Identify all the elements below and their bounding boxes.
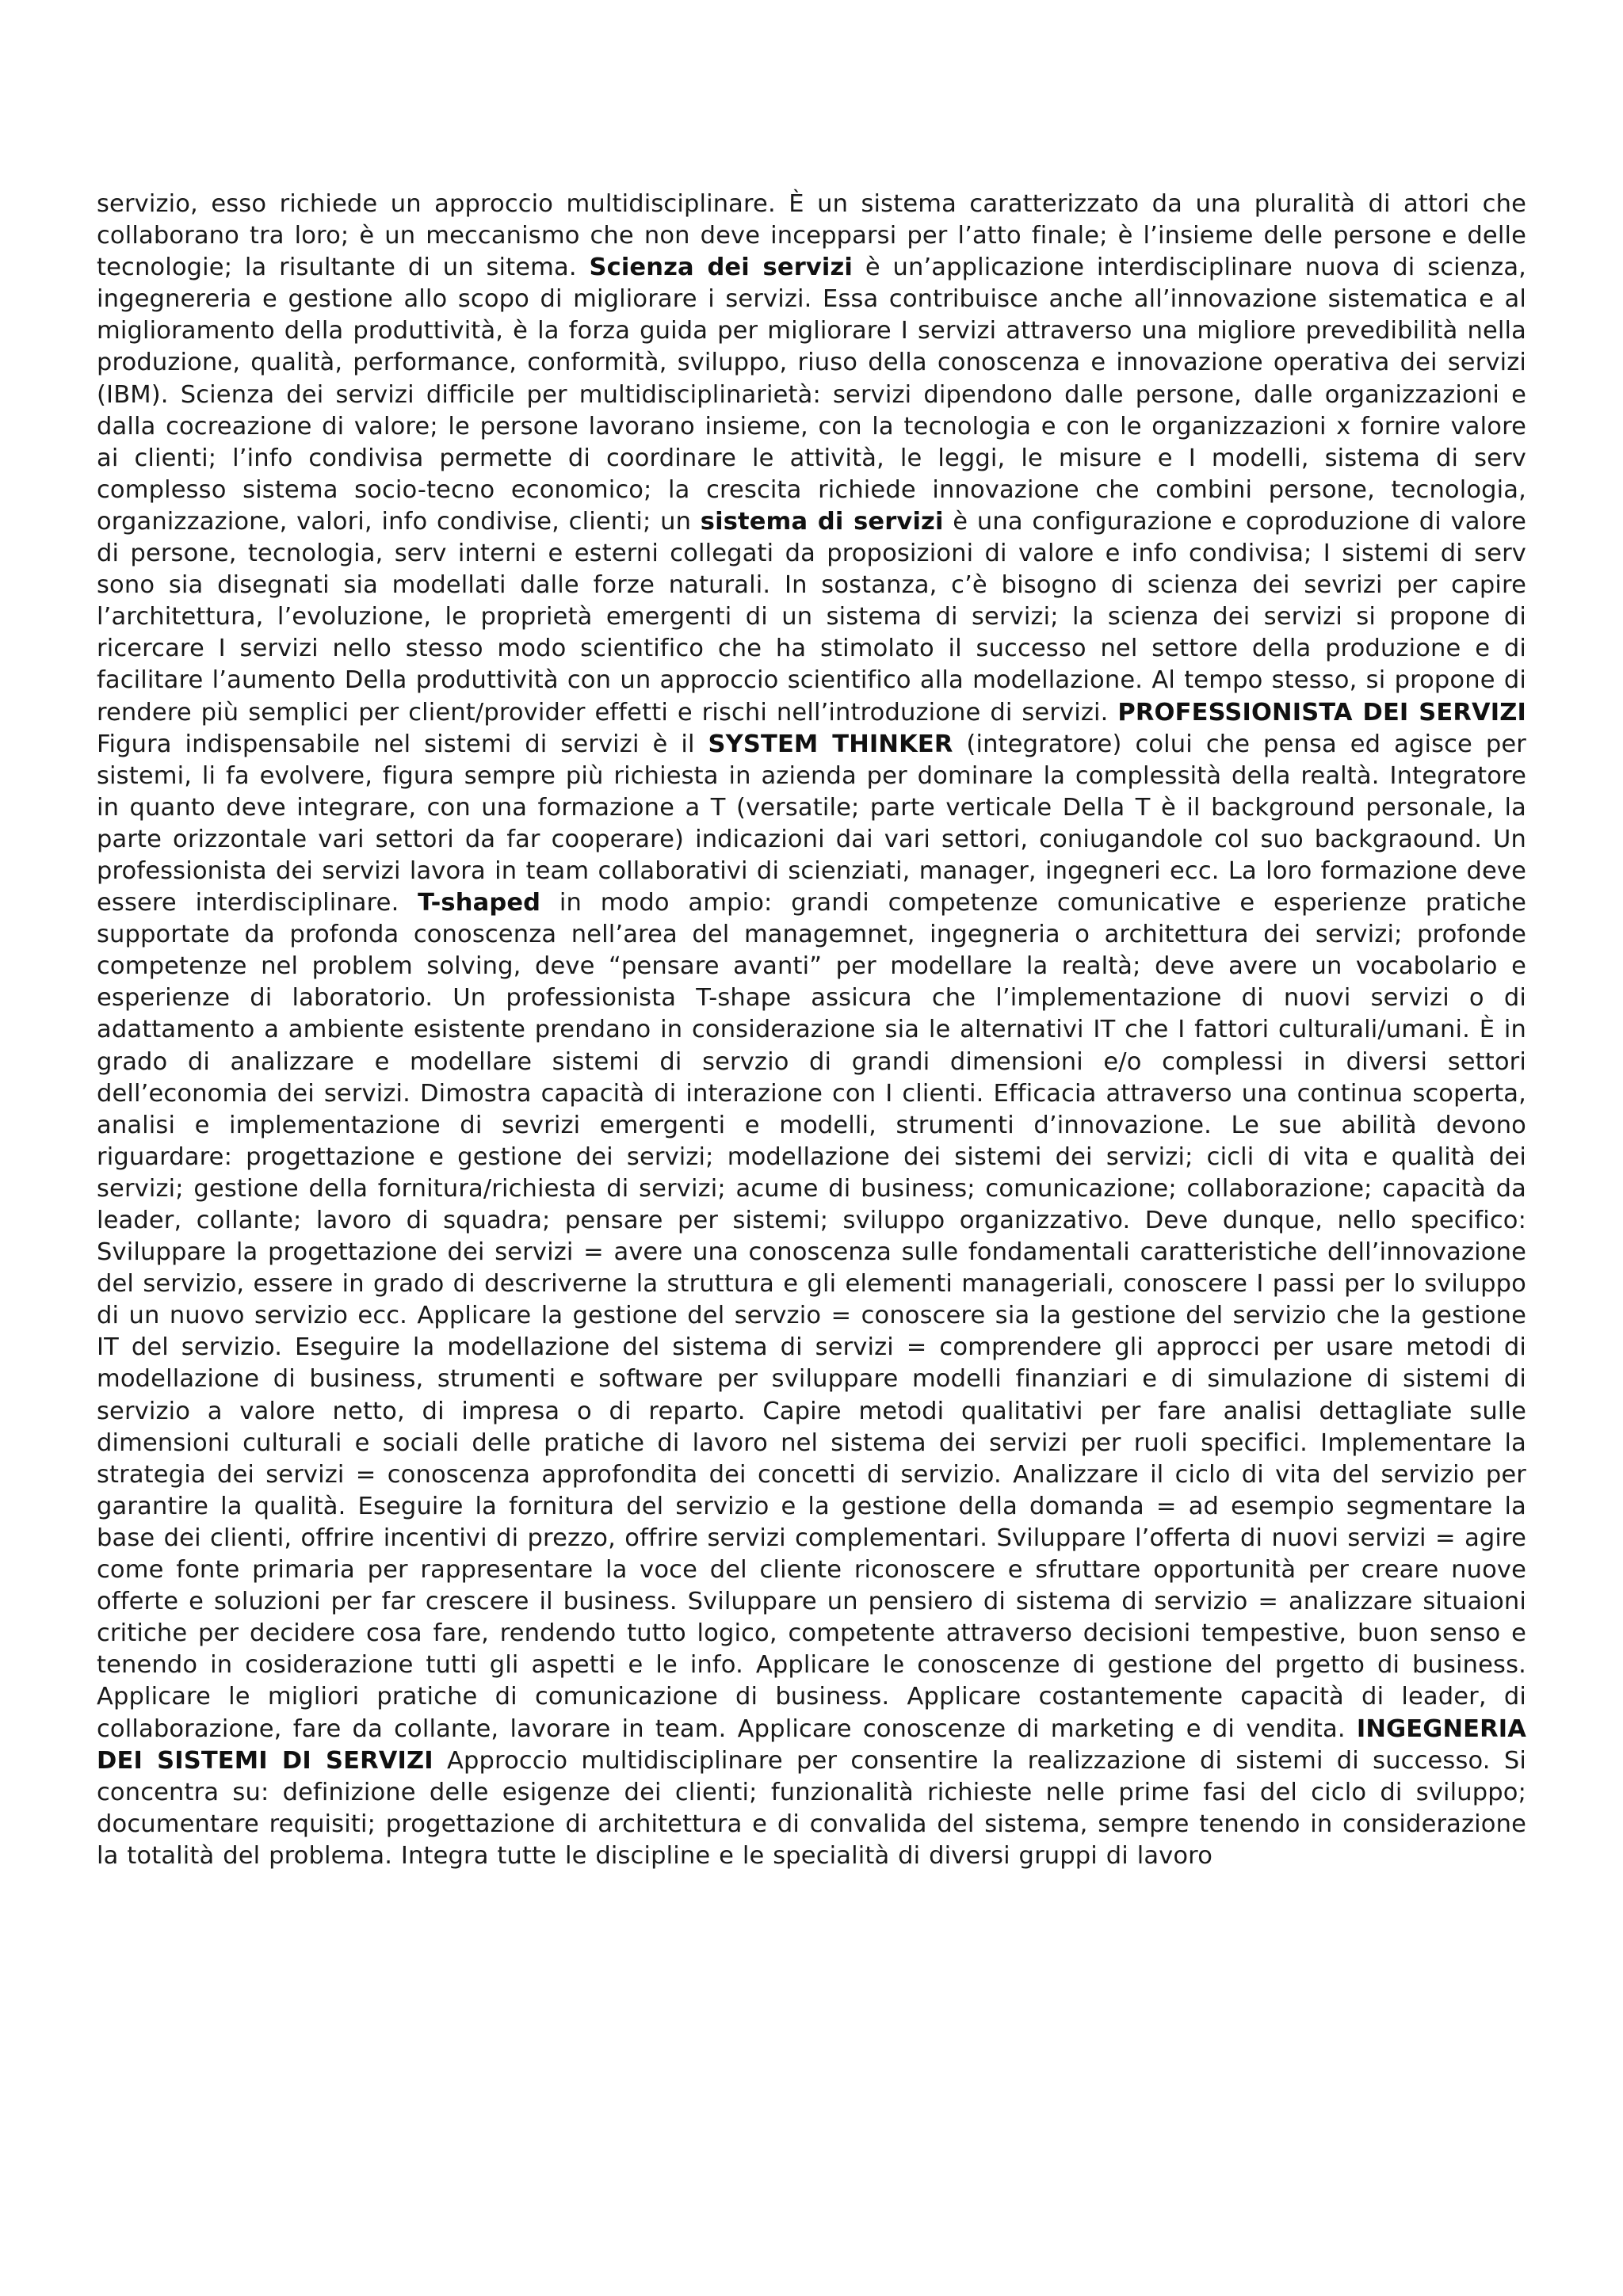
document-page xyxy=(97,189,1526,1872)
text-run: Figura indispensabile nel sistemi di servizi è il xyxy=(97,730,708,758)
text-run: in modo ampio: grandi competenze comunicative e esperienze pratiche supportate da profonda conoscenza nell’area del managemnet, ingegneria o architettura dei servizi; profonde competenze nel problem solving, deve “pensare avanti” per modellare la realtà; deve avere un vocabolario e esperienze di laboratorio. Un professionista T-shape assicura che l’implementazione di nuovi servizi o di adattamento a ambiente esistente prendano in considerazione sia le alternativi IT che I fattori culturali/umani. È in grado di analizzare e modellare sistemi di servzio di grandi dimensioni e/o complessi in diversi settori dell’economia dei servizi. Dimostra capacità di interazione con I clienti. Efficacia attraverso una continua scoperta, analisi e implementazione di sevrizi emergenti e modelli, strumenti d’innovazione. Le sue abilità devono riguardare: progettazione e gestione dei servizi; modellazione dei sistemi dei servizi; cicli di vita e qualità dei servizi; gestione della fornitura/richiesta di servizi; acume di business; comunicazione; collaborazione; capacità da leader, collante; lavoro di squadra; pensare per sistemi; sviluppo organizzativo. Deve dunque, nello specifico: Sviluppare la progettazione dei servizi = avere una conoscenza sulle fondamentali caratteristiche dell’innovazione del servizio, essere in grado di descriverne la struttura e gli elementi manageriali, conoscere I passi per lo sviluppo di un nuovo servizio ecc. Applicare la gestione del servzio = conoscere sia la gestione del servizio che la gestione IT del servizio. Eseguire la modellazione del sistema di servizi = comprendere gli approcci per usare metodi di modellazione di business, strumenti e software per sviluppare modelli finanziari e di simulazione di sistemi di servizio a valore netto, di impresa o di reparto. Capire metodi qualitativi per fare analisi dettagliate sulle dimensioni culturali e sociali delle pratiche di lavoro nel sistema dei servizi per ruoli specifici. Implementare la strategia dei servizi = conoscenza approfondita dei concetti di servizio. Analizzare il ciclo di vita del servizio per garantire la qualità. Eseguire la fornitura del servizio e la gestione della domanda = ad esempio segmentare la base dei clienti, offrire incentivi di prezzo, offrire servizi complementari. Sviluppare l’offerta di nuovi servizi = agire come fonte primaria per rappresentare la voce del cliente riconoscere e sfruttare opportunità per creare nuove offerte e soluzioni per far crescere il business. Sviluppare un pensiero di sistema di servizio = analizzare situaioni critiche per decidere cosa fare, rendendo tutto logico, competente attraverso decisioni tempestive, buon senso e tenendo in cosiderazione tutti gli aspetti e le info. Applicare le conoscenze di gestione del prgetto di business. Applicare le migliori pratiche di comunicazione di business. Applicare costantemente capacità di leader, di collaborazione, fare da collante, lavorare in team. Applicare conoscenze di marketing e di vendita. xyxy=(97,889,1526,1743)
text-run: è una configurazione e coproduzione di valore di persone, tecnologia, serv interni e esterni collegati da proposizioni di valore e info condivisa; I sistemi di serv sono sia disegnati sia modellati dalle forze naturali. In sostanza, c’è bisogno di scienza dei sevrizi per capire l’architettura, l’evoluzione, le proprietà emergenti di un sistema di servizi; la scienza dei servizi si propone di ricercare I servizi nello stesso modo scientifico che ha stimolato il successo nel settore della produzione e di facilitare l’aumento Della produttività con un approccio scientifico alla modellazione. Al tempo stesso, si propone di rendere più semplici per client/provider effetti e rischi nell’introduzione di servizi. xyxy=(97,507,1526,727)
bold-term-system-thinker: SYSTEM THINKER xyxy=(708,730,953,758)
section-heading-professionista-dei-servizi: PROFESSIONISTA DEI SERVIZI xyxy=(1117,698,1526,727)
text-run: Approccio multidisciplinare per consentire la realizzazione di sistemi di successo. Si concentra su: definizione delle esigenze dei clienti; funzionalità richieste nelle prime fasi del ciclo di sviluppo; documentare requisiti; progettazione di architettura e di convalida del sistema, sempre tenendo in considerazione la totalità del problema. Integra tutte le discipline e le specialità di diversi gruppi di lavoro xyxy=(97,1746,1526,1870)
bold-term-t-shaped: T-shaped xyxy=(418,889,541,917)
text-run: (integratore) colui che pensa ed agisce per sistemi, li fa evolvere, figura sempre più richiesta in azienda per dominare la complessità della realtà. Integratore in quanto deve integrare, con una formazione a T (versatile; parte verticale Della T è il background personale, la parte orizzontale vari settori da far cooperare) indicazioni dai vari settori, coniugandole col suo backgraound. Un professionista dei servizi lavora in team collaborativi di scienziati, manager, ingegneri ecc. La loro formazione deve essere interdisciplinare. xyxy=(97,730,1526,917)
bold-term-sistema-di-servizi: sistema di servizi xyxy=(700,507,944,536)
section-heading-ingegneria-dei-sistemi-di-servizi: INGEGNERIA DEI SISTEMI DI SERVIZI xyxy=(97,1714,1526,1775)
text-run: è un’applicazione interdisciplinare nuova di scienza, ingegnereria e gestione allo scopo di migliorare i servizi. Essa contribuisce anche all’innovazione sistematica e al miglioramento della produttività, è la forza guida per migliorare I servizi attraverso una migliore prevedibilità nella produzione, qualità, performance, conformità, sviluppo, riuso della conoscenza e innovazione operativa dei servizi (IBM). Scienza dei servizi difficile per multidisciplinarietà: servizi dipendono dalle persone, dalle organizzazioni e dalla cocreazione di valore; le persone lavorano insieme, con la tecnologia e con le organizzazioni x fornire valore ai clienti; l’info condivisa permette di coordinare le attività, le leggi, le misure e I modelli, sistema di serv complesso sistema socio-tecno economico; la crescita richiede innovazione che combini persone, tecnologia, organizzazione, valori, info condivise, clienti; un xyxy=(97,254,1527,536)
body-paragraph xyxy=(97,189,1526,1872)
text-run: servizio, esso richiede un approccio multidisciplinare. È un sistema caratterizzato da una pluralità di attori che collaborano tra loro; è un meccanismo che non deve incepparsi per l’atto finale; è l’insieme delle persone e delle tecnologie; la risultante di un sitema. xyxy=(97,190,1526,282)
bold-term-scienza-dei-servizi: Scienza dei servizi xyxy=(589,254,854,282)
